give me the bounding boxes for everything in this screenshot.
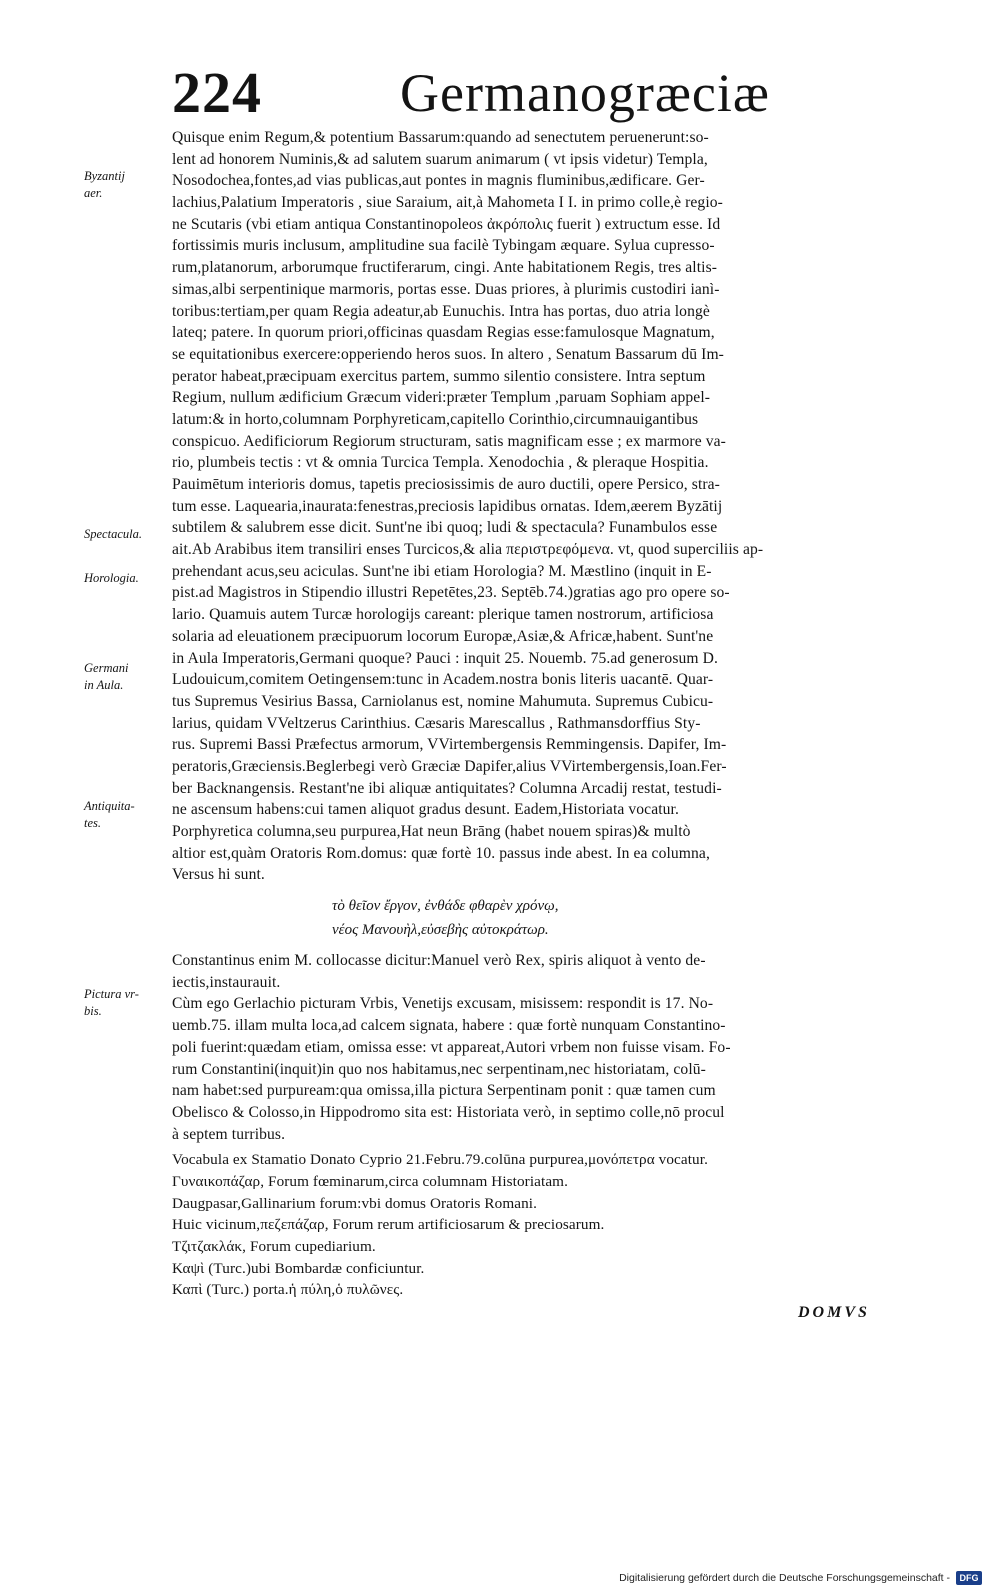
text-line: à septem turribus. <box>172 1125 286 1143</box>
text-line: ne ascensum habens:cui tamen aliquot gradus desunt. Eadem,Historiata vocatur. <box>172 801 679 819</box>
text-line: uemb.75. illam multa loca,ad calcem signata, habere : quæ fortè nunquam Constantino- <box>172 1017 726 1035</box>
margin-note-spectacula: Spectacula. <box>84 527 142 541</box>
text-line: ber Backnangensis. Restant'ne ibi aliquæ antiquitates? Columna Arcadij restat, testudi- <box>172 779 722 797</box>
text-line: Cùm ego Gerlachio picturam Vrbis, Venetijs excusam, misissem: respondit is 17. No- <box>172 995 714 1013</box>
text-line: rum Constantini(inquit)in quo nos habitamus,nec serpentinam,nec historiatam, colū- <box>172 1060 706 1078</box>
margin-note-antiquitates: Antiquita- tes. <box>84 799 135 830</box>
text-line: Porphyretica columna,seu purpurea,Hat neun Brāng (habet nouem spiras)& multò <box>172 823 691 840</box>
page-number: 224 <box>172 60 262 125</box>
text-line: ait.Ab Arabibus item transiliri enses Turcicos,& alia περιστρεφόμενα. vt, quod superciliis ap- <box>172 541 764 559</box>
text-line: larius, quidam VVeltzerus Carinthius. Cæsaris Marescallus , Rathmansdorffius Sty- <box>172 714 701 732</box>
text-line: lachius,Palatium Imperatoris , siue Saraium, ait,à Mahometa I I. in primo colle,è regio- <box>172 194 723 212</box>
vocab-line: Καπὶ (Turc.) porta.ἡ πύλη,ὁ πυλῶνες. <box>172 1281 404 1299</box>
text-line: ne Scutaris (vbi etiam antiqua Constantinopoleos ἀκρόπολις fuerit ) extructum esse. Id <box>172 215 721 233</box>
text-line: toribus:tertiam,per quam Regia adeatur,ab Eunuchis. Intra has portas, duo atria longè <box>172 302 710 320</box>
text-line: pist.ad Magistros in Stipendio illustri Repetētes,23. Septēb.74.)gratias ago pro opere so- <box>172 584 730 602</box>
margin-note-byzantij-aer: Byzantij aer. <box>84 169 125 200</box>
vocab-line: Vocabula ex Stamatio Donato Cyprio 21.Febru.79.colūna purpurea,μονόπετρα vocatur. <box>172 1151 708 1169</box>
text-line: peratoris,Græciensis.Beglerbegi verò Græciæ Dapifer,alius VVirtembergensis,Ioan.Fer- <box>172 757 727 775</box>
text-line: rus. Supremi Bassi Præfectus armorum, VVirtembergensis Remmingensis. Dapifer, Im- <box>172 736 727 754</box>
running-title: Germanogræciæ <box>400 63 770 123</box>
text-line: rio, plumbeis tectis : vt & omnia Turcica Templa. Xenodochia , & pleraque Hospitia. <box>172 454 709 472</box>
margin-note-pictura-vrbis: Pictura vr- bis. <box>84 987 139 1018</box>
text-line: solaria ad eleuationem præcipuorum locorum Europæ,Asiæ,& Africæ,habent. Sunt'ne <box>172 627 714 645</box>
text-line: lario. Quamuis autem Turcæ horologijs careant: plerique tamen nostrorum, artificiosa <box>172 606 714 624</box>
text-line: in Aula Imperatoris,Germani quoque? Pauci : inquit 25. Nouemb. 75.ad generosum D. <box>172 649 718 667</box>
text-line: Quisque enim Regum,& potentium Bassarum:quando ad senectutem peruenerunt:so- <box>172 129 709 146</box>
text-line: Pauimētum interioris domus, tapetis preciosissimis de auro ductili, opere Persico, stra- <box>172 476 720 493</box>
greek-verse-line: νέος Μανουὴλ,εὐσεβὴς αὐτοκράτωρ. <box>332 922 549 939</box>
text-line: Regium, nullum ædificium Græcum videri:præter Templum ,paruam Sophiam appel- <box>172 389 711 407</box>
text-line: nam habet:sed purpuream:qua omissa,illa pictura Serpentinam ponit : quæ tamen cum <box>172 1082 716 1100</box>
text-line: rum,platanorum, arborumque fructiferarum, cingi. Ante habitationem Regis, tres altis- <box>172 259 718 277</box>
margin-note-horologia: Horologia. <box>84 571 139 585</box>
vocabulary-list <box>172 1149 902 1301</box>
text-line: perator habeat,præcipuam exercitus partem, summo silentio consistere. Intra septum <box>172 367 706 385</box>
text-line: Versus hi sunt. <box>172 866 265 884</box>
vocab-line: Τζιτζακλάκ, Forum cupediarium. <box>172 1238 376 1255</box>
text-line: lateq; patere. In quorum priori,officinas quasdam Regias esse:famulosque Magnatum, <box>172 324 715 342</box>
vocab-line: Καψὶ (Turc.)ubi Bombardæ conficiuntur. <box>172 1259 425 1277</box>
text-line: lent ad honorem Numinis,& ad salutem suarum animarum ( vt ipsis videtur) Templa, <box>172 150 708 168</box>
text-line: Ludouicum,comitem Oetingensem:tunc in Academ.nostra bonis literis uacantē. Quar- <box>172 671 714 689</box>
main-text <box>172 127 902 1301</box>
greek-verse-line: τὸ θεῖον ἔργον, ἐνθάδε φθαρὲν χρόνῳ, <box>332 898 559 915</box>
vocab-line: Huic vicinum,πεζεπάζαρ, Forum rerum artificiosarum & preciosarum. <box>172 1216 605 1234</box>
funding-notice: Digitalisierung gefördert durch die Deutsche Forschungsgemeinschaft - <box>619 1572 950 1584</box>
text-line: poli fuerint:quædam etiam, omissa esse: vt appareat,Autori vrbem non fuisse visam. Fo- <box>172 1038 731 1056</box>
dfg-logo: DFG <box>956 1571 982 1585</box>
margin-notes <box>84 0 164 1590</box>
text-line: fortissimis muris inclusum, amplitudine sua facilè Tybingam æquare. Sylua cupresso- <box>172 237 715 255</box>
text-line: Constantinus enim M. collocasse dicitur:Manuel verò Rex, spiris aliquot à vento de- <box>172 952 706 970</box>
text-line: prehendant acus,seu aciculas. Sunt'ne ibi etiam Horologia? M. Mæstlino (inquit in E- <box>172 562 712 580</box>
text-line: subtilem & salubrem esse dicit. Sunt'ne ibi quoq; ludi & spectacula? Funambulos esse <box>172 519 718 537</box>
text-line: Obelisco & Colosso,in Hippodromo sita est: Historiata verò, in septimo colle,nō procul <box>172 1103 725 1121</box>
text-line: latum:& in horto,columnam Porphyreticam,capitello Corinthio,circumnauigantibus <box>172 410 699 428</box>
catchword: DOMVS <box>798 1304 870 1321</box>
margin-note-germani-in-aula: Germani in Aula. <box>84 661 129 692</box>
text-line: altior est,quàm Oratoris Rom.domus: quæ fortè 10. passus inde abest. In ea columna, <box>172 844 710 862</box>
vocab-line: Daugpasar,Gallinarium forum:vbi domus Oratoris Romani. <box>172 1194 538 1212</box>
digitization-footer <box>0 1568 1000 1590</box>
text-line: Nosodochea,fontes,ad vias publicas,aut pontes in magnis fluminibus,ædificare. Ger- <box>172 172 705 190</box>
text-line: iectis,instaurauit. <box>172 973 281 991</box>
vocab-line: Γυναικοπάζαρ, Forum fœminarum,circa columnam Historiatam. <box>172 1172 568 1190</box>
text-line: se equitationibus exercere:opperiendo heros suos. In altero , Senatum Bassarum dū Im- <box>172 345 724 363</box>
text-line: tum esse. Laquearia,inaurata:fenestras,preciosis lapidibus ornatas. Idem,æerem Byzātij <box>172 497 723 515</box>
text-line: conspicuo. Aedificiorum Regiorum structuram, satis magnificam esse ; ex marmore va- <box>172 432 726 450</box>
text-line: simas,albi serpentinique marmoris, portas esse. Duas priores, à plurimis custodiri ianì- <box>172 280 720 298</box>
text-line: tus Supremus Vesirius Bassa, Carniolanus est, nomine Mahumuta. Supremus Cubicu- <box>172 692 714 710</box>
